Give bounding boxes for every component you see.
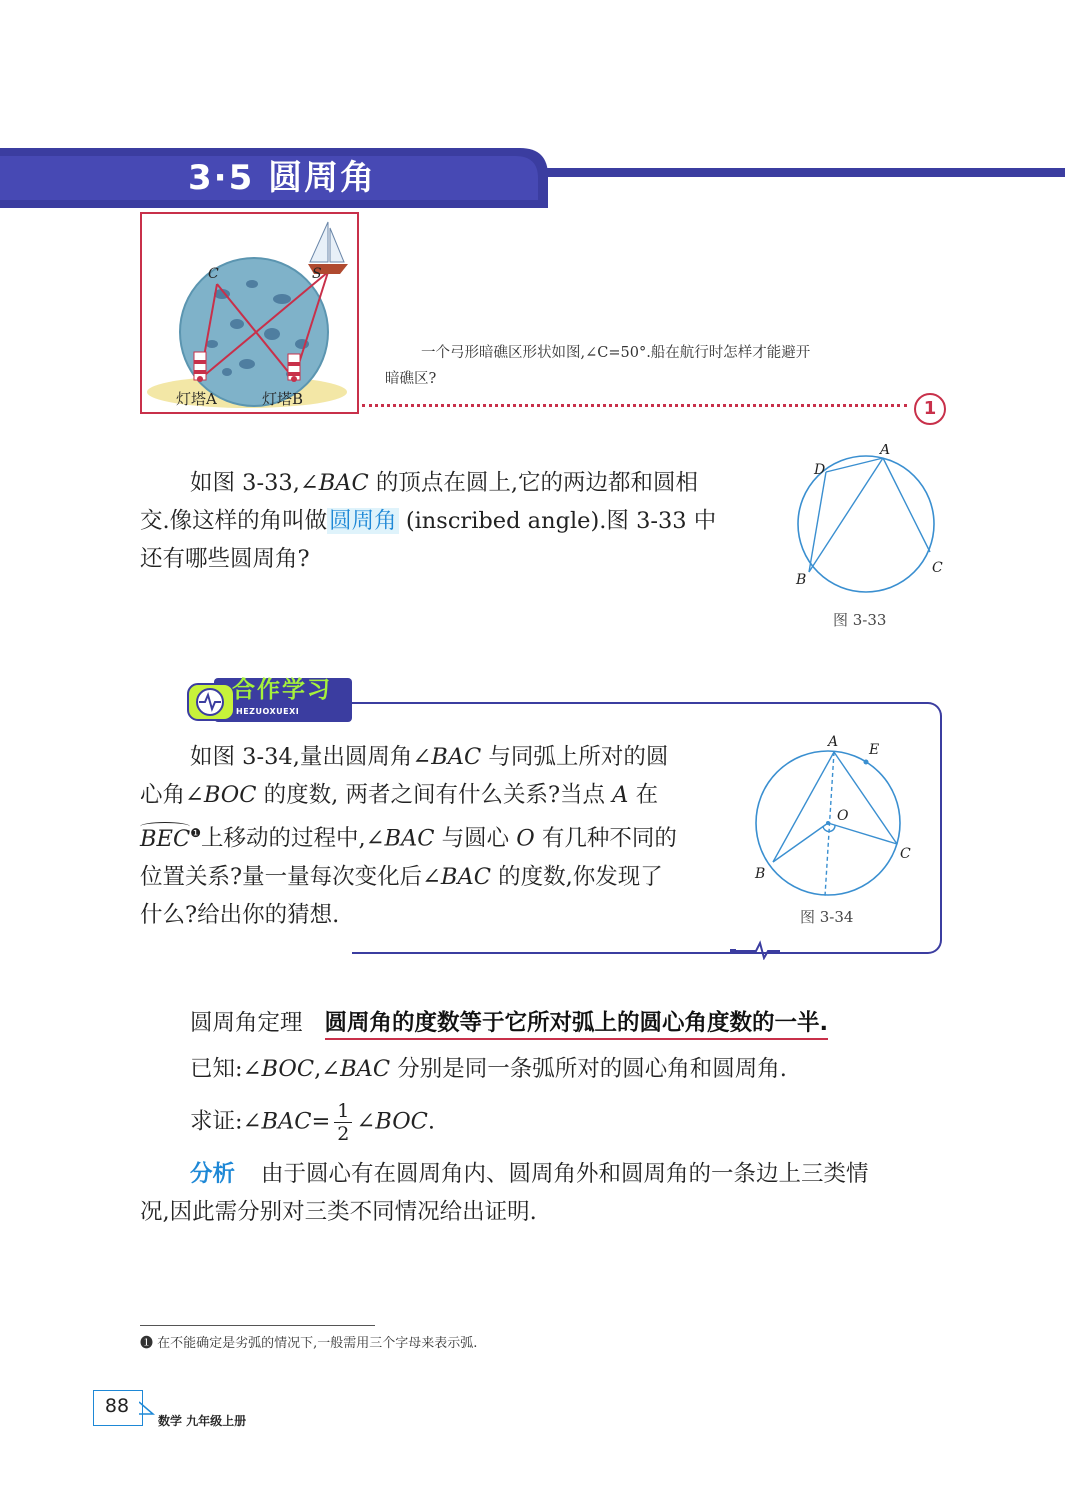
fraction-one-half: $\frac{1}{2}$ [334,1100,352,1145]
to-prove-statement: 求证:∠BAC= $\frac{1}{2}$ ∠BOC. [190,1100,436,1145]
page-number: 88 [104,1395,130,1417]
lighthouse-b-label: 灯塔B [262,390,304,408]
frame-squiggle [730,940,780,960]
footnote-marker: ❶ [190,826,201,840]
page-tab-arrow [139,1400,159,1420]
given-statement: 已知:∠BOC,∠BAC 分别是同一条弧所对的圆心角和圆周角. [190,1056,787,1082]
fig333-label-b: B [796,572,807,588]
fig334-label-c: C [900,846,911,862]
figure-3-34-caption: 图 3-34 [800,908,854,926]
figure-3-34 [745,730,925,910]
fig333-label-d: D [814,462,826,478]
analysis-paragraph: 分析 由于圆心有在圆周角内、圆周角外和圆周角的一条边上三类情 况,因此需分别对三类不同情况给出证明. [140,1161,869,1225]
footnote: ❶ 在不能确定是劣弧的情况下,一般需用三个字母来表示弧. [140,1336,478,1351]
reef-picture [142,214,357,412]
fig334-label-a: A [828,734,839,750]
fig333-label-c: C [932,560,943,576]
theorem-body: 圆周角的度数等于它所对弧上的圆心角度数的一半. [325,1010,829,1040]
figure-3-33 [780,444,960,634]
figure-3-33-caption: 图 3-33 [833,611,887,629]
dotted-divider [362,404,907,407]
theorem-statement [190,1004,828,1042]
label-s: S [312,266,322,282]
fig334-label-e: E [869,742,880,758]
intro-line-2: 暗礁区? [385,371,437,387]
inscribed-angle-definition: 如图 3-33,∠BAC 的顶点在圆上,它的两边都和圆相 交.像这样的角叫做圆周角 (inscribed angle).图 3-33 中 还有哪些圆周角? [140,470,717,572]
footnote-rule [140,1325,375,1326]
analysis-label: 分析 [190,1161,236,1187]
intro-line-1: 一个弓形暗礁区形状如图,∠C=50°.船在航行时怎样才能避开 [421,345,811,361]
fig334-label-o: O [837,808,849,824]
intro-question [385,340,925,392]
book-title: 数学 九年级上册 [158,1414,247,1428]
cooperative-learning-subtitle: HEZUOXUEXI [236,707,300,716]
arc-bec: BEC [140,820,190,858]
question-number-badge: 1 [914,393,946,425]
term-inscribed-angle: 圆周角 [329,508,397,534]
fig333-label-a: A [880,444,891,458]
cooperative-learning-title: 合作学习 [232,677,332,703]
section-title: 3·5 圆周角 [188,158,377,198]
banner-rule [540,168,1065,177]
lighthouse-a-label: 灯塔A [176,390,217,408]
reef-illustration [140,212,359,414]
label-c: C [208,266,219,282]
theorem-name: 圆周角定理 [190,1010,303,1036]
cooperative-learning-text: 如图 3-34,量出圆周角∠BAC 与同弧上所对的圆 心角∠BOC 的度数, 两者之间有什么关系?当点 A 在 $BEC^❶$上移动的过程中,∠BAC 与圆心 O 有几种不同的 位置关系?量一量每次变化后∠BAC 的度数,你发现了 什么?给出你的猜想. [140,744,677,928]
fig334-label-b: B [755,866,766,882]
